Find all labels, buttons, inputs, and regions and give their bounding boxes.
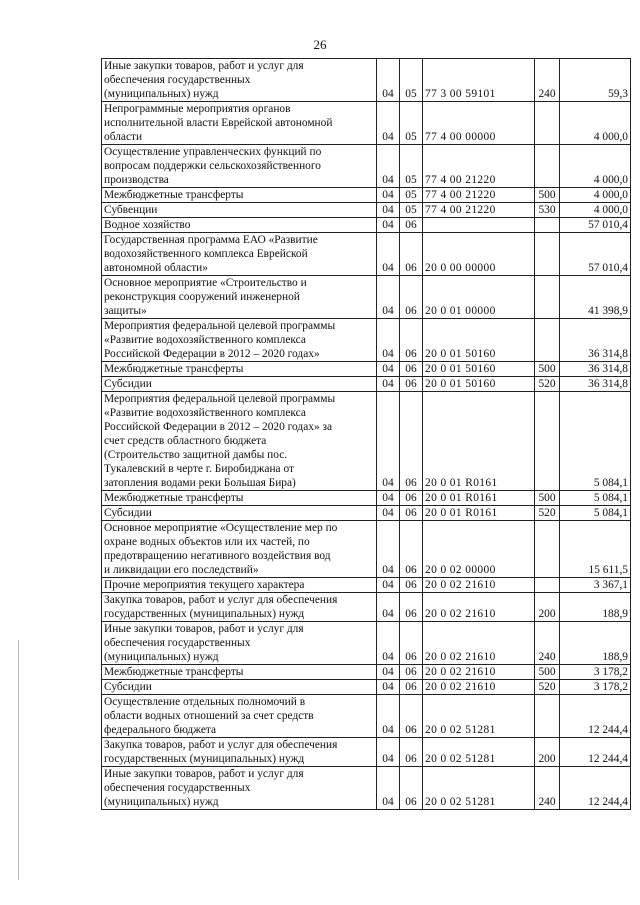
row-subsection: 06 bbox=[400, 695, 423, 738]
row-section: 04 bbox=[377, 102, 400, 145]
row-subsection: 06 bbox=[400, 593, 423, 622]
row-target-article: 20 0 01 R0161 bbox=[423, 392, 535, 491]
row-target-article: 20 0 00 00000 bbox=[423, 233, 535, 276]
row-section: 04 bbox=[377, 521, 400, 578]
row-expense-type: 520 bbox=[535, 506, 560, 521]
row-name: Иные закупки товаров, работ и услуг для обеспечения государственных (муниципальных) нужд bbox=[102, 622, 377, 665]
row-target-article: 77 4 00 21220 bbox=[423, 188, 535, 203]
row-sum: 4 000,0 bbox=[560, 203, 631, 218]
row-subsection: 05 bbox=[400, 102, 423, 145]
row-target-article: 20 0 01 00000 bbox=[423, 276, 535, 319]
row-expense-type: 500 bbox=[535, 188, 560, 203]
row-expense-type bbox=[535, 578, 560, 593]
row-target-article: 77 4 00 00000 bbox=[423, 102, 535, 145]
row-target-article: 20 0 02 21610 bbox=[423, 622, 535, 665]
row-subsection: 06 bbox=[400, 665, 423, 680]
row-section: 04 bbox=[377, 377, 400, 392]
row-target-article: 20 0 01 R0161 bbox=[423, 506, 535, 521]
table-row bbox=[102, 59, 631, 102]
row-sum: 4 000,0 bbox=[560, 188, 631, 203]
scan-edge-mark bbox=[18, 640, 19, 880]
row-subsection: 06 bbox=[400, 392, 423, 491]
row-expense-type: 240 bbox=[535, 59, 560, 102]
row-expense-type bbox=[535, 319, 560, 362]
table-row bbox=[102, 102, 631, 145]
row-sum: 59,3 bbox=[560, 59, 631, 102]
row-subsection: 06 bbox=[400, 218, 423, 233]
page-number: 26 bbox=[313, 37, 327, 52]
row-section: 04 bbox=[377, 738, 400, 767]
row-target-article: 20 0 02 21610 bbox=[423, 680, 535, 695]
row-name: Водное хозяйство bbox=[102, 218, 377, 233]
row-section: 04 bbox=[377, 145, 400, 188]
row-section: 04 bbox=[377, 491, 400, 506]
row-subsection: 05 bbox=[400, 59, 423, 102]
row-section: 04 bbox=[377, 218, 400, 233]
row-target-article bbox=[423, 218, 535, 233]
table-row bbox=[102, 203, 631, 218]
row-section: 04 bbox=[377, 319, 400, 362]
row-sum: 5 084,1 bbox=[560, 506, 631, 521]
row-expense-type: 500 bbox=[535, 491, 560, 506]
row-subsection: 06 bbox=[400, 622, 423, 665]
row-subsection: 05 bbox=[400, 188, 423, 203]
row-name: Межбюджетные трансферты bbox=[102, 362, 377, 377]
table-row bbox=[102, 145, 631, 188]
row-target-article: 20 0 02 21610 bbox=[423, 578, 535, 593]
row-sum: 15 611,5 bbox=[560, 521, 631, 578]
row-target-article: 77 4 00 21220 bbox=[423, 145, 535, 188]
row-sum: 3 367,1 bbox=[560, 578, 631, 593]
row-sum: 3 178,2 bbox=[560, 665, 631, 680]
row-name: Субвенции bbox=[102, 203, 377, 218]
row-expense-type: 200 bbox=[535, 738, 560, 767]
table-row bbox=[102, 521, 631, 578]
row-target-article: 77 4 00 21220 bbox=[423, 203, 535, 218]
row-section: 04 bbox=[377, 59, 400, 102]
table-row bbox=[102, 622, 631, 665]
row-sum: 57 010,4 bbox=[560, 218, 631, 233]
row-sum: 12 244,4 bbox=[560, 767, 631, 810]
row-subsection: 06 bbox=[400, 738, 423, 767]
row-target-article: 77 3 00 59101 bbox=[423, 59, 535, 102]
row-sum: 57 010,4 bbox=[560, 233, 631, 276]
row-section: 04 bbox=[377, 276, 400, 319]
row-section: 04 bbox=[377, 695, 400, 738]
row-section: 04 bbox=[377, 665, 400, 680]
row-section: 04 bbox=[377, 233, 400, 276]
row-subsection: 06 bbox=[400, 767, 423, 810]
row-subsection: 05 bbox=[400, 145, 423, 188]
table-row bbox=[102, 695, 631, 738]
row-target-article: 20 0 02 21610 bbox=[423, 593, 535, 622]
row-subsection: 06 bbox=[400, 233, 423, 276]
row-subsection: 06 bbox=[400, 319, 423, 362]
row-expense-type bbox=[535, 521, 560, 578]
row-expense-type bbox=[535, 695, 560, 738]
row-expense-type bbox=[535, 218, 560, 233]
row-expense-type bbox=[535, 102, 560, 145]
row-sum: 36 314,8 bbox=[560, 377, 631, 392]
row-expense-type: 500 bbox=[535, 665, 560, 680]
table-row bbox=[102, 233, 631, 276]
row-section: 04 bbox=[377, 680, 400, 695]
row-section: 04 bbox=[377, 593, 400, 622]
row-sum: 4 000,0 bbox=[560, 145, 631, 188]
row-expense-type: 240 bbox=[535, 767, 560, 810]
row-sum: 188,9 bbox=[560, 622, 631, 665]
row-target-article: 20 0 02 51281 bbox=[423, 767, 535, 810]
row-target-article: 20 0 01 50160 bbox=[423, 362, 535, 377]
table-row bbox=[102, 738, 631, 767]
row-section: 04 bbox=[377, 203, 400, 218]
row-target-article: 20 0 02 21610 bbox=[423, 665, 535, 680]
table-row bbox=[102, 593, 631, 622]
row-expense-type: 520 bbox=[535, 377, 560, 392]
table-row bbox=[102, 506, 631, 521]
row-sum: 5 084,1 bbox=[560, 392, 631, 491]
row-sum: 36 314,8 bbox=[560, 319, 631, 362]
row-expense-type: 500 bbox=[535, 362, 560, 377]
row-name: Субсидии bbox=[102, 680, 377, 695]
table-row bbox=[102, 319, 631, 362]
row-subsection: 05 bbox=[400, 203, 423, 218]
row-target-article: 20 0 02 51281 bbox=[423, 738, 535, 767]
row-name: Межбюджетные трансферты bbox=[102, 665, 377, 680]
row-sum: 41 398,9 bbox=[560, 276, 631, 319]
row-name: Субсидии bbox=[102, 506, 377, 521]
row-target-article: 20 0 01 50160 bbox=[423, 319, 535, 362]
row-sum: 12 244,4 bbox=[560, 738, 631, 767]
table-row bbox=[102, 188, 631, 203]
row-section: 04 bbox=[377, 362, 400, 377]
table-row bbox=[102, 218, 631, 233]
row-name: Основное мероприятие «Строительство и реконструкция сооружений инженерной защиты» bbox=[102, 276, 377, 319]
table-row bbox=[102, 767, 631, 810]
row-subsection: 06 bbox=[400, 362, 423, 377]
budget-table-body bbox=[102, 59, 631, 810]
row-name: Межбюджетные трансферты bbox=[102, 188, 377, 203]
row-subsection: 06 bbox=[400, 680, 423, 695]
row-subsection: 06 bbox=[400, 506, 423, 521]
table-row bbox=[102, 665, 631, 680]
row-expense-type bbox=[535, 145, 560, 188]
table-row bbox=[102, 377, 631, 392]
row-expense-type bbox=[535, 233, 560, 276]
row-target-article: 20 0 02 51281 bbox=[423, 695, 535, 738]
row-section: 04 bbox=[377, 392, 400, 491]
row-name: Непрограммные мероприятия органов исполнительной власти Еврейской автономной области bbox=[102, 102, 377, 145]
row-expense-type bbox=[535, 392, 560, 491]
row-name: Осуществление управленческих функций по вопросам поддержки сельскохозяйственного производства bbox=[102, 145, 377, 188]
row-expense-type: 200 bbox=[535, 593, 560, 622]
row-subsection: 06 bbox=[400, 276, 423, 319]
row-target-article: 20 0 01 R0161 bbox=[423, 491, 535, 506]
row-name: Субсидии bbox=[102, 377, 377, 392]
row-section: 04 bbox=[377, 506, 400, 521]
row-name: Закупка товаров, работ и услуг для обеспечения государственных (муниципальных) нужд bbox=[102, 738, 377, 767]
row-sum: 3 178,2 bbox=[560, 680, 631, 695]
row-section: 04 bbox=[377, 188, 400, 203]
table-row bbox=[102, 392, 631, 491]
row-subsection: 06 bbox=[400, 578, 423, 593]
table-row bbox=[102, 491, 631, 506]
row-name: Мероприятия федеральной целевой программы «Развитие водохозяйственного комплекса Российской Федерации в 2012 – 2020 годах» за счет средств областного бюджета (Строительство защитной дамбы пос. Тукалевский в черте г. Биробиджана от затопления водами реки Большая Бира) bbox=[102, 392, 377, 491]
table-row bbox=[102, 362, 631, 377]
table-row bbox=[102, 578, 631, 593]
budget-table bbox=[101, 58, 631, 810]
row-expense-type bbox=[535, 276, 560, 319]
row-sum: 5 084,1 bbox=[560, 491, 631, 506]
row-target-article: 20 0 01 50160 bbox=[423, 377, 535, 392]
row-section: 04 bbox=[377, 622, 400, 665]
row-section: 04 bbox=[377, 578, 400, 593]
row-target-article: 20 0 02 00000 bbox=[423, 521, 535, 578]
table-row bbox=[102, 680, 631, 695]
row-name: Государственная программа ЕАО «Развитие водохозяйственного комплекса Еврейской автономной области» bbox=[102, 233, 377, 276]
row-subsection: 06 bbox=[400, 521, 423, 578]
row-sum: 36 314,8 bbox=[560, 362, 631, 377]
row-name: Основное мероприятие «Осуществление мер по охране водных объектов или их частей, по предотвращению негативного воздействия вод и ликвидации его последствий» bbox=[102, 521, 377, 578]
row-expense-type: 240 bbox=[535, 622, 560, 665]
row-subsection: 06 bbox=[400, 377, 423, 392]
row-subsection: 06 bbox=[400, 491, 423, 506]
row-name: Осуществление отдельных полномочий в области водных отношений за счет средств федерального бюджета bbox=[102, 695, 377, 738]
row-name: Иные закупки товаров, работ и услуг для обеспечения государственных (муниципальных) нужд bbox=[102, 767, 377, 810]
row-section: 04 bbox=[377, 767, 400, 810]
row-name: Межбюджетные трансферты bbox=[102, 491, 377, 506]
row-sum: 4 000,0 bbox=[560, 102, 631, 145]
row-name: Прочие мероприятия текущего характера bbox=[102, 578, 377, 593]
row-sum: 188,9 bbox=[560, 593, 631, 622]
row-expense-type: 520 bbox=[535, 680, 560, 695]
table-row bbox=[102, 276, 631, 319]
row-name: Мероприятия федеральной целевой программы «Развитие водохозяйственного комплекса Российской Федерации в 2012 – 2020 годах» bbox=[102, 319, 377, 362]
row-sum: 12 244,4 bbox=[560, 695, 631, 738]
row-name: Иные закупки товаров, работ и услуг для обеспечения государственных (муниципальных) нужд bbox=[102, 59, 377, 102]
row-expense-type: 530 bbox=[535, 203, 560, 218]
row-name: Закупка товаров, работ и услуг для обеспечения государственных (муниципальных) нужд bbox=[102, 593, 377, 622]
